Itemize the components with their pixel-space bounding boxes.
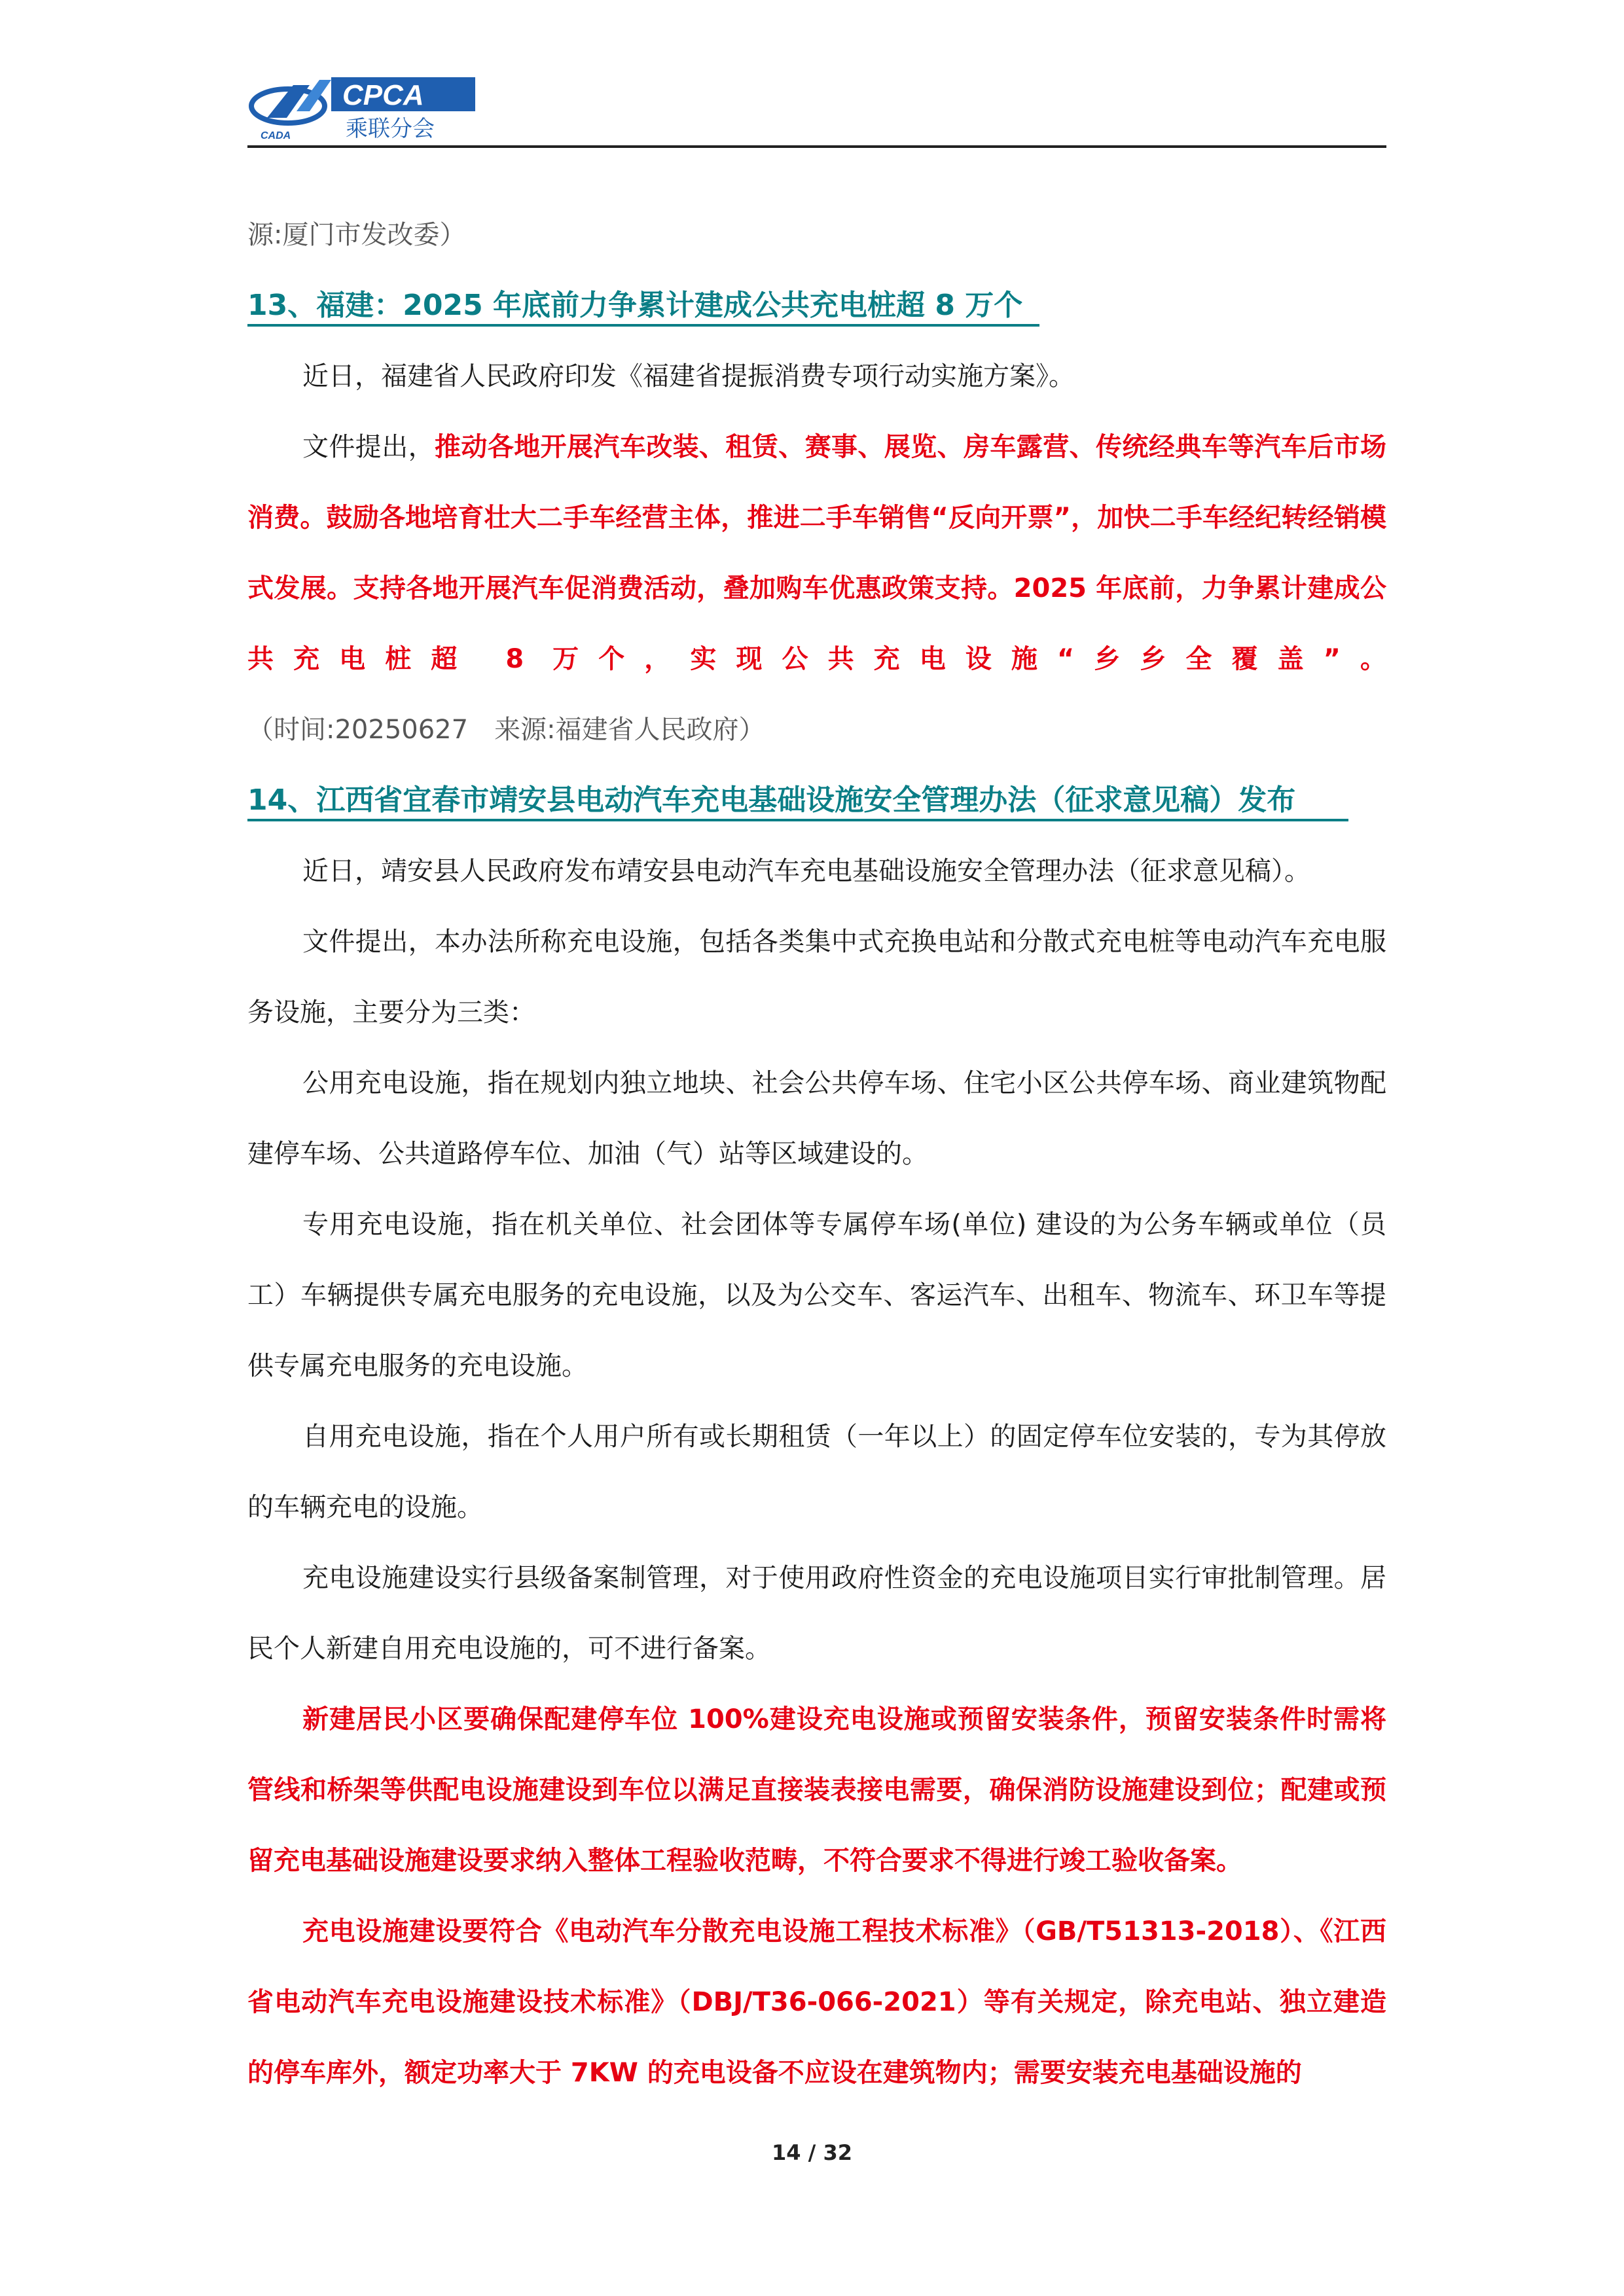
page-number: 14 / 32 — [771, 2140, 853, 2165]
heading-14-text: 14、江西省宜春市靖安县电动汽车充电基础设施安全管理办法（征求意见稿）发布 — [247, 783, 1296, 817]
paragraph: 专用充电设施，指在机关单位、社会团体等专属停车场(单位) 建设的为公务车辆或单位（员工）车辆提供专属充电服务的充电设施，以及为公交车、客运汽车、出租车、物流车、环卫车等提供专属充电服务的充电设施。 — [247, 1210, 1386, 1381]
svg-text:CADA: CADA — [261, 130, 291, 141]
paragraph-highlighted: 充电设施建设要符合《电动汽车分散充电设施工程技术标准》（GB/T51313-2018）、《江西省电动汽车充电设施建设技术标准》（DBJ/T36-066-2021）等有关规定，除充电站、独立建造的停车库外，额定功率大于 7KW 的充电设备不应设在建筑物内；需要安装充电基础设施的 — [247, 1916, 1386, 2088]
section-heading-14 — [247, 765, 1386, 836]
svg-text:乘联分会: 乘联分会 — [346, 116, 435, 142]
paragraph: 近日，福建省人民政府印发《福建省提振消费专项行动实施方案》。 — [302, 361, 1075, 391]
cpca-logo — [247, 65, 483, 144]
section-heading-13 — [247, 270, 1386, 341]
document-body — [247, 200, 1386, 2108]
svg-text:CPCA: CPCA — [342, 79, 424, 111]
time-source-note: （时间:20250627 来源:福建省人民政府） — [247, 715, 765, 745]
heading-13-text: 13、福建：2025 年底前力争累计建成公共充电桩超 8 万个 — [247, 289, 1023, 322]
paragraph: 充电设施建设实行县级备案制管理，对于使用政府性资金的充电设施项目实行审批制管理。居民个人新建自用充电设施的，可不进行备案。 — [247, 1563, 1386, 1664]
paragraph-lead: 文件提出， — [302, 432, 435, 462]
paragraph: 近日，靖安县人民政府发布靖安县电动汽车充电基础设施安全管理办法（征求意见稿）。 — [302, 856, 1310, 886]
paragraph: 公用充电设施，指在规划内独立地块、社会公共停车场、住宅小区公共停车场、商业建筑物配建停车场、公共道路停车位、加油（气）站等区域建设的。 — [247, 1068, 1386, 1169]
paragraph: 文件提出，本办法所称充电设施，包括各类集中式充换电站和分散式充电桩等电动汽车充电服务设施，主要分为三类： — [247, 927, 1386, 1028]
highlighted-text: 推动各地开展汽车改装、租赁、赛事、展览、房车露营、传统经典车等汽车后市场消费。鼓励各地培育壮大二手车经营主体，推进二手车销售“反向开票”，加快二手车经纪转经销模式发展。支持各地开展汽车促消费活动，叠加购车优惠政策支持。2025 年底前，力争累计建成公共充电桩超 8 万个，实现公共充电设施“乡乡全覆盖”。 — [247, 432, 1386, 674]
source-note: 源:厦门市发改委） — [247, 220, 466, 250]
paragraph-highlighted — [247, 412, 1386, 765]
heading-14-underline — [247, 819, 1348, 821]
header-rule — [247, 145, 1386, 148]
page-header — [247, 65, 1386, 148]
heading-13-underline — [247, 324, 1039, 327]
paragraph: 自用充电设施，指在个人用户所有或长期租赁（一年以上）的固定停车位安装的，专为其停放的车辆充电的设施。 — [247, 1422, 1386, 1522]
paragraph-highlighted: 新建居民小区要确保配建停车位 100%建设充电设施或预留安装条件，预留安装条件时需将管线和桥架等供配电设施建设到车位以满足直接装表接电需要，确保消防设施建设到位；配建或预留充电基础设施建设要求纳入整体工程验收范畴，不符合要求不得进行竣工验收备案。 — [247, 1704, 1386, 1876]
